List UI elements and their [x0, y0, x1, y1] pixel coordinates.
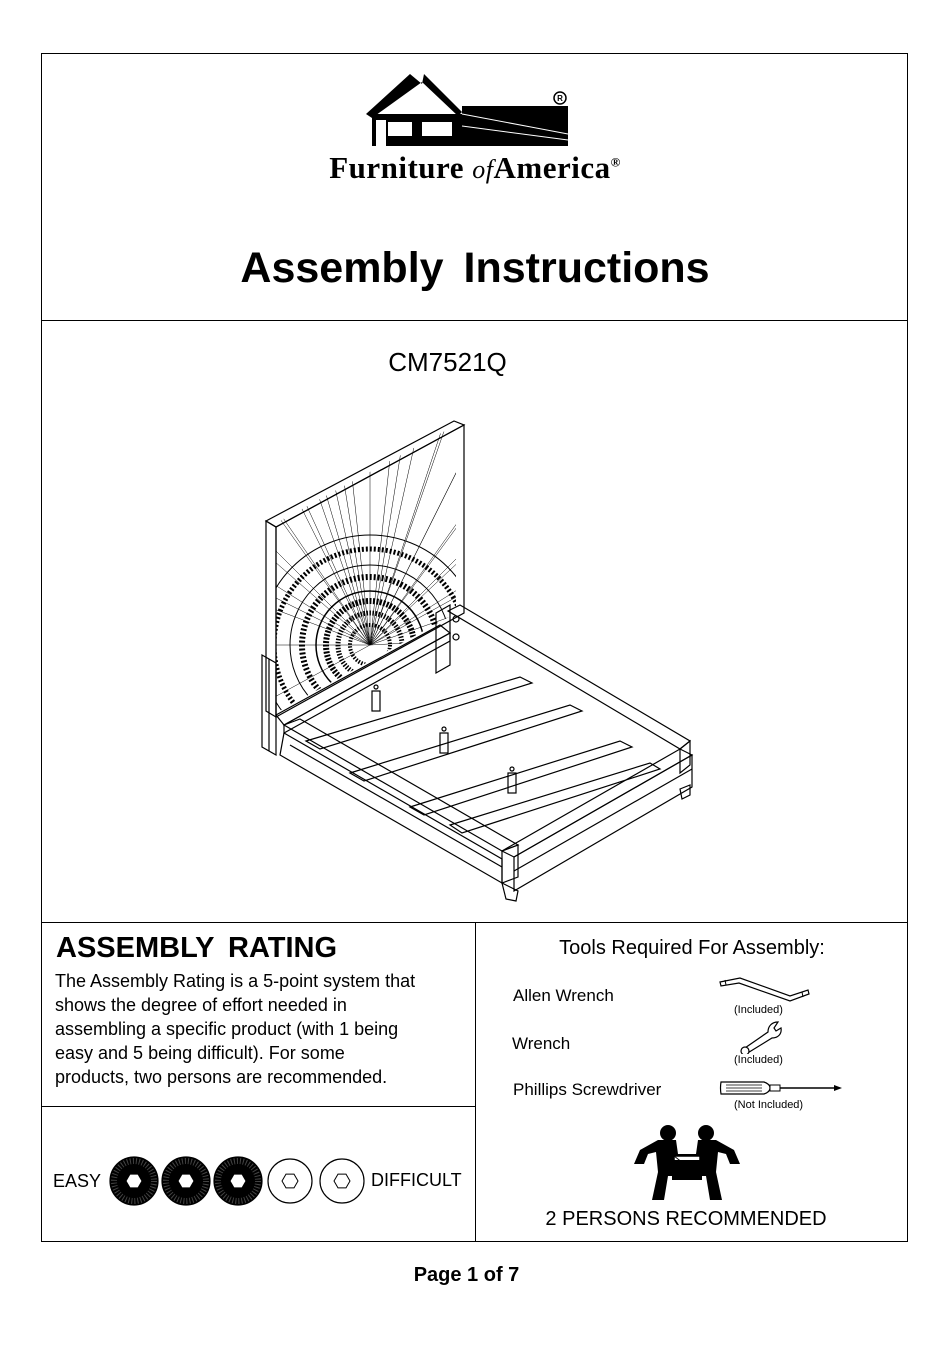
tool-note: (Included) — [734, 1054, 783, 1066]
brand-word-furniture: Furniture — [329, 150, 464, 185]
scale-difficult-label: DIFFICULT — [371, 1170, 462, 1190]
wrench-icon — [738, 1020, 784, 1054]
rating-dot-filled — [214, 1157, 262, 1205]
model-number: CM7521Q — [388, 347, 507, 377]
rating-dot-empty — [320, 1159, 364, 1203]
rating-scale — [108, 1154, 368, 1208]
page-title: Assembly Instructions — [240, 244, 710, 292]
brand-word-america: America — [493, 150, 611, 185]
page-number: Page 1 of 7 — [413, 1264, 520, 1286]
brand-name — [0, 150, 950, 186]
registered-mark: ® — [610, 154, 621, 170]
rating-dot-filled — [110, 1157, 158, 1205]
bed-illustration — [240, 415, 710, 905]
tools-heading: Tools Required For Assembly: — [559, 937, 825, 959]
rating-line: easy and 5 being difficult). For some — [55, 1043, 345, 1063]
house-logo — [362, 70, 572, 150]
divider-rating — [41, 1106, 475, 1107]
rating-line: shows the degree of effort needed in — [55, 995, 347, 1015]
rating-dot-empty — [268, 1159, 312, 1203]
rating-description — [55, 969, 465, 1089]
allen-wrench-icon — [716, 976, 812, 1006]
screwdriver-icon — [718, 1076, 846, 1100]
persons-recommended: 2 PERSONS RECOMMENDED — [545, 1208, 827, 1230]
divider-vertical — [475, 922, 476, 1242]
brand-word-of: of — [472, 155, 494, 184]
rating-line: The Assembly Rating is a 5-point system that — [55, 971, 416, 991]
two-persons-lifting-icon — [630, 1124, 742, 1204]
tool-name-phillips-screwdriver: Phillips Screwdriver — [513, 1080, 662, 1099]
rating-line: products, two persons are recommended. — [55, 1067, 388, 1087]
divider-header — [41, 320, 908, 321]
tool-note: (Not Included) — [734, 1099, 804, 1111]
rating-line: assembling a specific product (with 1 being — [55, 1019, 399, 1039]
rating-heading: ASSEMBLY RATING — [56, 932, 338, 964]
tool-note: (Included) — [734, 1004, 783, 1016]
rating-dot-filled — [162, 1157, 210, 1205]
tool-name-wrench: Wrench — [512, 1034, 571, 1053]
scale-easy-label: EASY — [53, 1171, 102, 1191]
svg-text:R: R — [557, 94, 563, 103]
tool-name-allen-wrench: Allen Wrench — [513, 986, 614, 1005]
